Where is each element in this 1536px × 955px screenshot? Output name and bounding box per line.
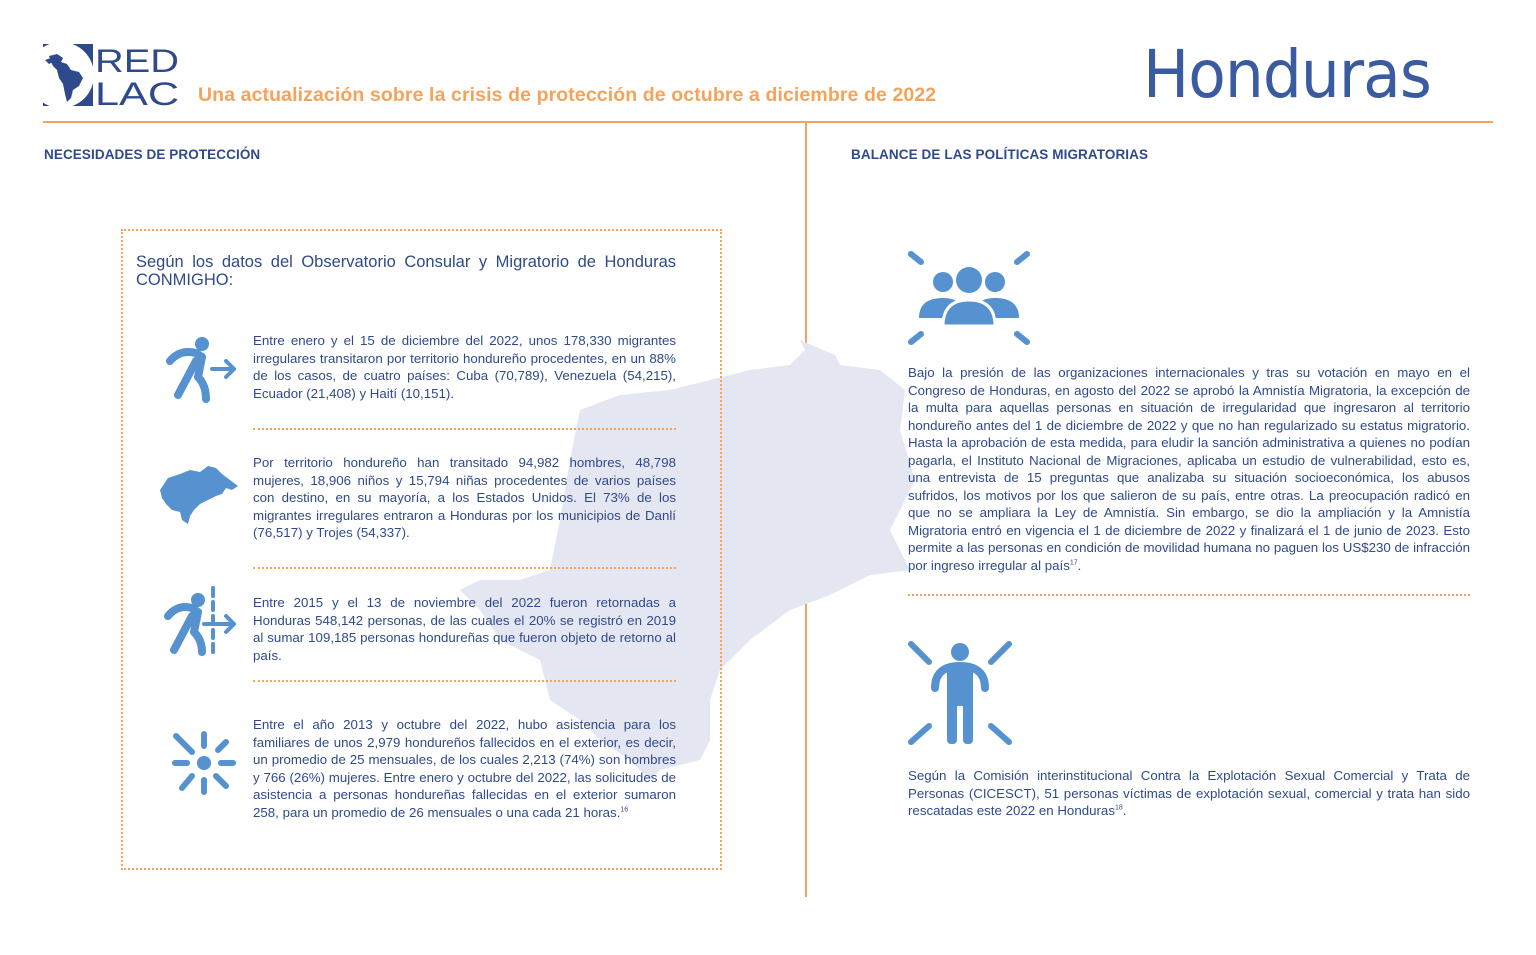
redlac-logo — [43, 44, 183, 106]
svg-text:RED: RED — [95, 44, 179, 79]
trafficking-text: Según la Comisión interinstitucional Contra la Explotación Sexual Comercial y Trata de Personas (CICESCT), 51 personas víctimas de explotación sexual, comercial y trata han sido rescatadas este 2022 en Honduras — [908, 768, 1470, 818]
walking-person-arrow-icon — [160, 333, 240, 403]
box-title — [136, 253, 676, 289]
item-separator — [253, 680, 676, 682]
footnote-ref[interactable]: 16 — [620, 806, 629, 814]
item-separator — [253, 567, 676, 569]
radiating-burst-icon — [160, 728, 240, 798]
person-standing-icon — [905, 638, 1015, 750]
box-title-line1: Según los datos del Observatorio Consular y Migratorio de Honduras — [136, 253, 676, 271]
amnesty-text: Bajo la presión de las organizaciones internacionales y tras su votación en mayo en el Congreso de Honduras, en agosto del 2022 se aprobó la Amnistía Migratoria, la excepción de la multa para aquellas personas en situación de irregularidad que ingresaron al territorio hondureño antes del 1 de diciembre de 2022 y que no han regularizado su estatus migratorio. Hasta la aprobación de esta medida, para eludir la sanción administrativa a quienes no podían pagarla, el Instituto Nacional de Migraciones, aplicaba un estudio de vulnerabilidad, esto es, una entrevista de 15 preguntas que analizaba su situación socioeconómica, los abusos sufridos, los motivos por los que salieron de su país, entre otras. La preocupación radicó en que no se ampliara la Ley de Amnistía. Sin embargo, se dio la ampliación y la Amnistía Migratoria entró en vigencia el 1 de diciembre de 2022 y finalizará el 1 de junio de 2023. Esto permite a las personas en condición de movilidad humana no paguen los US$230 de infracción por ingreso irregular al país — [908, 365, 1470, 573]
footnote-ref[interactable]: 17 — [1069, 559, 1078, 567]
person-crossing-border-icon — [160, 586, 240, 656]
right-separator — [908, 594, 1470, 596]
honduras-map-icon — [160, 460, 240, 530]
amnesty-paragraph — [908, 364, 1470, 574]
country-title: Honduras — [1143, 36, 1431, 113]
report-subtitle: Una actualización sobre la crisis de protección de octubre a diciembre de 2022 — [198, 84, 937, 106]
footnote-ref[interactable]: 18 — [1114, 804, 1123, 812]
item-text-transit-migrants: Entre enero y el 15 de diciembre del 2022, unos 178,330 migrantes irregulares transitaron por territorio hondureño procedentes, en un 88% de los casos, de cuatro países: Cuba (70,789), Venezuela (54,215), Ecuador (21,408) y Haití (10,151). — [253, 333, 676, 401]
trafficking-paragraph — [908, 767, 1470, 820]
item-text-demographics: Por territorio hondureño han transitado 94,982 hombres, 48,798 mujeres, 18,906 niños y 15,794 niñas procedentes de varios países con destino, en su mayoría, a los Estados Unidos. El 73% de los migrantes irregulares entraron a Honduras por los municipios de Danlí (76,517) y Trojes (54,337). — [253, 455, 676, 540]
item-text-deceased-assistance — [253, 716, 676, 821]
group-people-icon — [905, 248, 1033, 348]
period: . — [1122, 803, 1127, 818]
header-divider — [43, 121, 1493, 123]
period: . — [1077, 557, 1082, 573]
section-heading-migration-policies: BALANCE DE LAS POLÍTICAS MIGRATORIAS — [851, 147, 1149, 162]
item-text-returnees: Entre 2015 y el 13 de noviembre del 2022 fueron retornadas a Honduras 548,142 personas, de las cuales el 20% se registró en 2019 al sumar 109,185 personas hondureñas que fueron objeto de retorno al país. — [253, 595, 676, 663]
item-separator — [253, 428, 676, 430]
section-heading-protection-needs: NECESIDADES DE PROTECCIÓN — [44, 147, 261, 162]
box-title-line2: CONMIGHO: — [136, 271, 234, 289]
item-text-body: Entre el año 2013 y octubre del 2022, hubo asistencia para los familiares de unos 2,979 hondureños fallecidos en el exterior, es decir, un promedio de 25 mensuales, de los cuales 2,213 (74%) son hombres y 766 (26%) mujeres. Entre enero y octubre del 2022, las solicitudes de asistencia a personas hondureñas fallecidas en el exterior sumaron 258, para un promedio de 26 mensuales o una cada 21 horas. — [253, 717, 676, 820]
svg-text:LAC: LAC — [95, 76, 179, 106]
